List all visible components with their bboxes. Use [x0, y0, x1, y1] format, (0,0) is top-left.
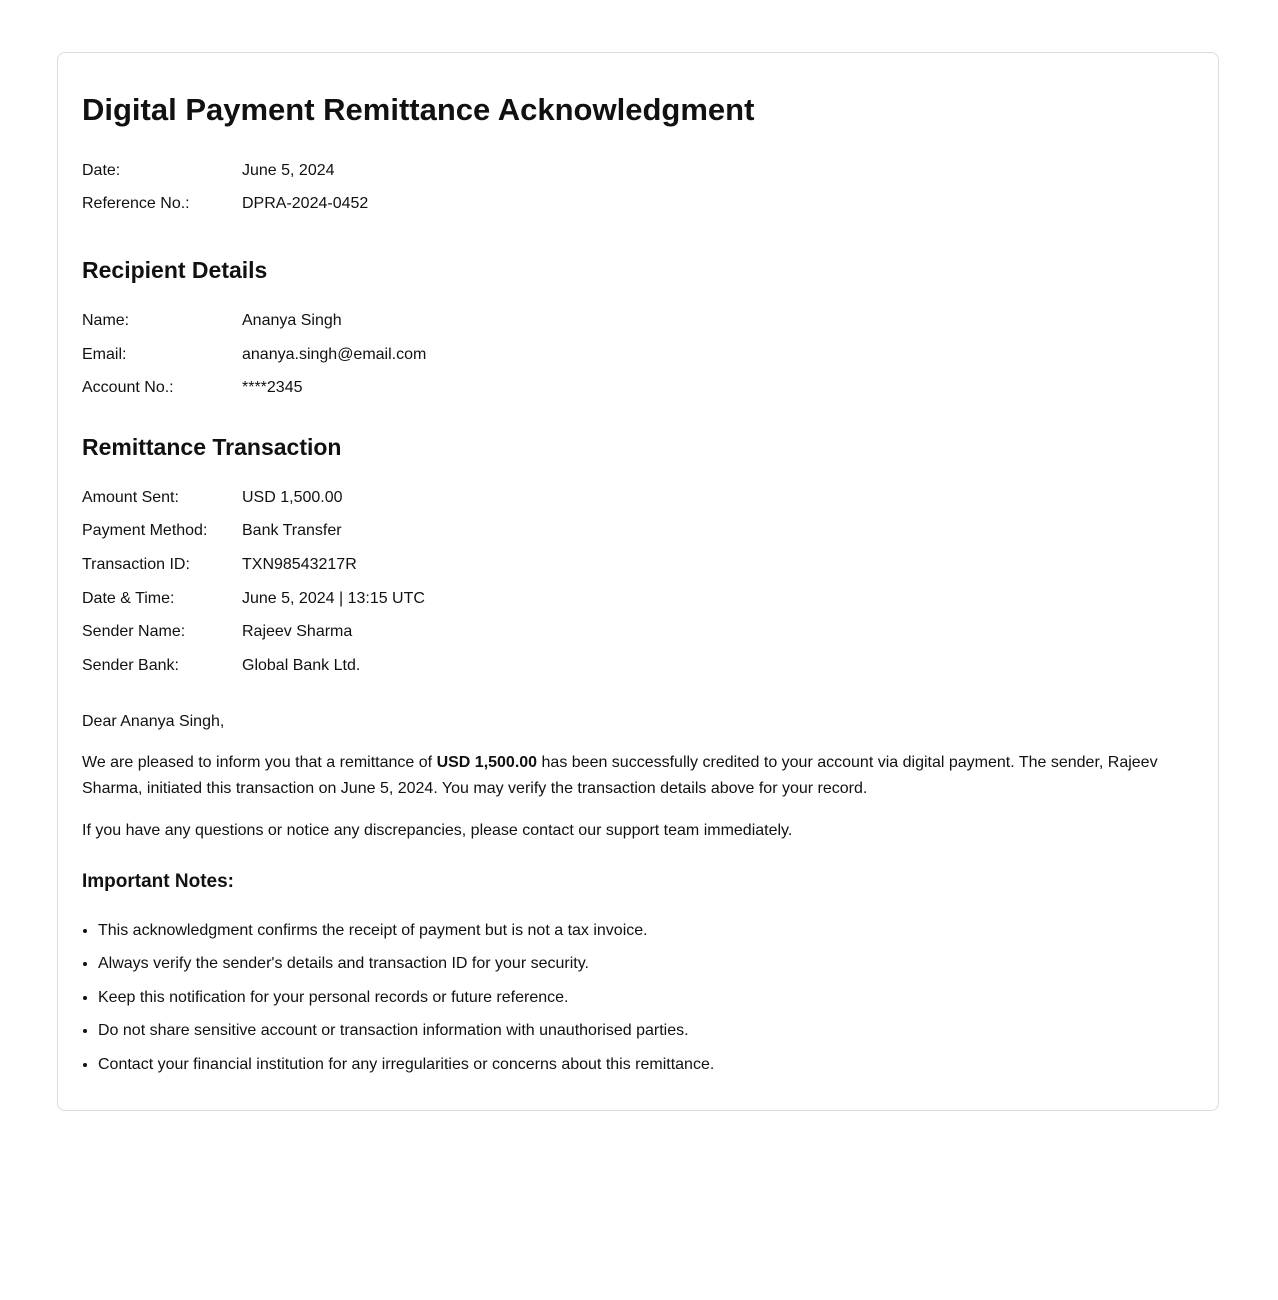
notes-heading: Important Notes: — [82, 870, 234, 892]
field-label: Account No.: — [82, 379, 174, 397]
list-item — [98, 1014, 1194, 1048]
field-value: ananya.singh@email.com — [242, 345, 427, 363]
letter-body-text: has been successfully credited to your account via digital payment. The sender, Rajeev Sharma, initiated this transaction on June 5, 2024. You may verify the transaction details above for your record. — [82, 753, 1158, 797]
recipient-heading: Recipient Details — [82, 257, 268, 284]
transaction-row-amount — [82, 481, 425, 515]
meta-value: DPRA-2024-0452 — [242, 195, 369, 213]
field-value: Global Bank Ltd. — [242, 656, 361, 674]
field-label: Transaction ID: — [82, 555, 190, 573]
transaction-row-method — [82, 515, 425, 549]
transaction-row-sender-bank — [82, 649, 425, 683]
list-item — [98, 1048, 1194, 1082]
note-text: Keep this notification for your personal records or future reference. — [98, 988, 569, 1006]
field-label: Sender Name: — [82, 623, 186, 641]
recipient-row-account — [82, 371, 426, 405]
meta-row-reference — [82, 188, 368, 222]
transaction-details — [82, 481, 425, 683]
transaction-heading: Remittance Transaction — [82, 433, 342, 460]
field-value: USD 1,500.00 — [242, 488, 343, 506]
field-label: Date & Time: — [82, 589, 175, 607]
note-text: Always verify the sender's details and transaction ID for your security. — [98, 955, 589, 973]
letter-body — [82, 750, 1194, 802]
recipient-details — [82, 304, 426, 405]
letter-body-text: We are pleased to inform you that a remittance of — [82, 753, 437, 771]
letter-greeting: Dear Ananya Singh, — [82, 712, 225, 730]
meta-label: Date: — [82, 161, 121, 179]
field-value: Ananya Singh — [242, 311, 342, 329]
field-label: Email: — [82, 345, 127, 363]
meta-label: Reference No.: — [82, 195, 190, 213]
field-label: Name: — [82, 311, 130, 329]
letter-body-amount: USD 1,500.00 — [436, 753, 538, 771]
meta-value: June 5, 2024 — [242, 161, 335, 179]
list-item — [98, 914, 1194, 948]
transaction-row-id — [82, 548, 425, 582]
field-value: Bank Transfer — [242, 522, 342, 540]
letter-support: If you have any questions or notice any discrepancies, please contact our support team immediately. — [82, 821, 793, 839]
note-text: This acknowledgment confirms the receipt of payment but is not a tax invoice. — [98, 921, 648, 939]
note-text: Contact your financial institution for any irregularities or concerns about this remittance. — [98, 1055, 715, 1073]
list-item — [98, 947, 1194, 981]
field-value: ****2345 — [242, 379, 303, 397]
field-value: Rajeev Sharma — [242, 623, 353, 641]
document-meta — [82, 154, 368, 221]
meta-row-date — [82, 154, 368, 188]
transaction-row-datetime — [82, 582, 425, 616]
notes-list — [82, 914, 1194, 1082]
recipient-row-name — [82, 304, 426, 338]
document-title: Digital Payment Remittance Acknowledgment — [82, 92, 755, 127]
list-item — [98, 981, 1194, 1015]
field-label: Sender Bank: — [82, 656, 179, 674]
note-text: Do not share sensitive account or transaction information with unauthorised parties. — [98, 1022, 689, 1040]
field-label: Payment Method: — [82, 522, 208, 540]
transaction-row-sender-name — [82, 615, 425, 649]
field-label: Amount Sent: — [82, 488, 179, 506]
recipient-row-email — [82, 338, 426, 372]
acknowledgment-card — [57, 52, 1219, 1111]
field-value: June 5, 2024 | 13:15 UTC — [242, 589, 425, 607]
field-value: TXN98543217R — [242, 555, 357, 573]
